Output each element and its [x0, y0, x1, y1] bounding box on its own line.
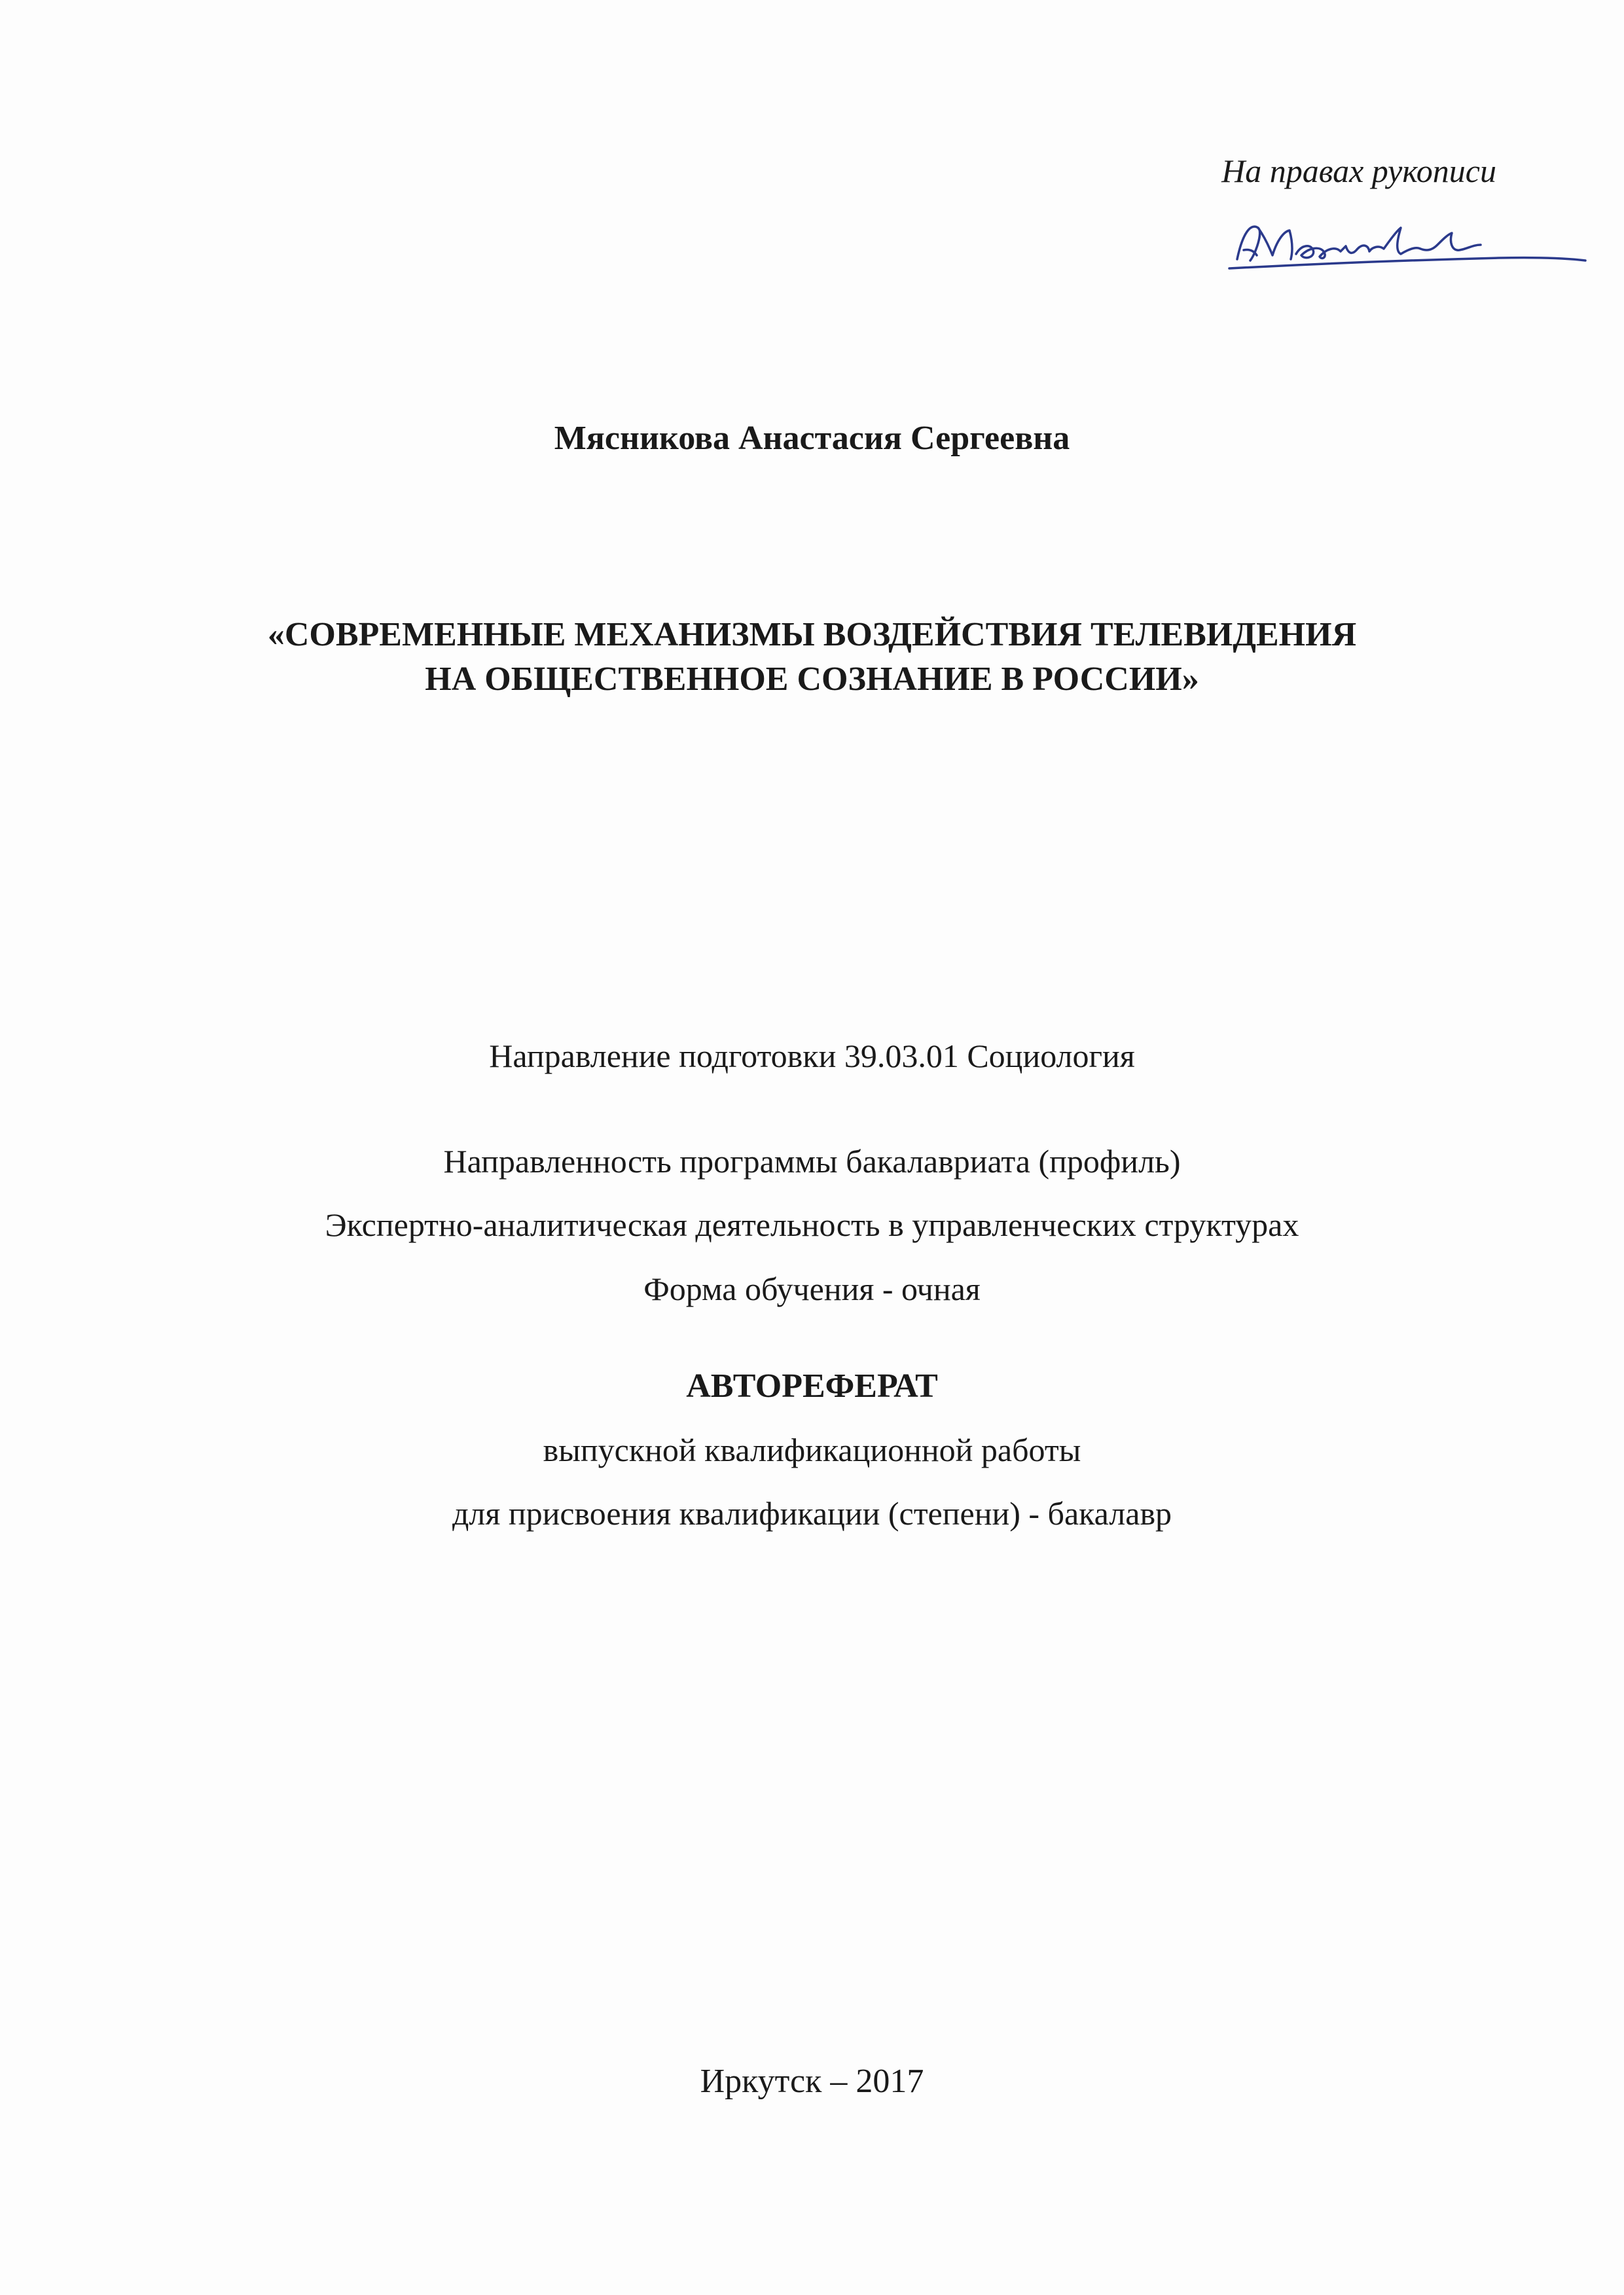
document-subtitle-1: выпускной квалификационной работы	[543, 1432, 1081, 1468]
city-year: Иркутск – 2017	[700, 2063, 924, 2100]
work-title-line-2: НА ОБЩЕСТВЕННОЕ СОЗНАНИЕ В РОССИИ»	[425, 660, 1199, 698]
program-name: Экспертно-аналитическая деятельность в управленческих структурах	[325, 1206, 1299, 1243]
document-subtitle-2: для присвоения квалификации (степени) - бакалавр	[452, 1495, 1172, 1532]
handwritten-signature	[1224, 208, 1591, 280]
author-name: Мясникова Анастасия Сергеевна	[554, 420, 1070, 457]
study-direction: Направление подготовки 39.03.01 Социология	[489, 1038, 1135, 1074]
program-focus: Направленность программы бакалавриата (профиль)	[443, 1143, 1181, 1180]
document-type: АВТОРЕФЕРАТ	[686, 1367, 938, 1405]
study-form: Форма обучения - очная	[643, 1271, 981, 1307]
work-title-line-1: «СОВРЕМЕННЫЕ МЕХАНИЗМЫ ВОЗДЕЙСТВИЯ ТЕЛЕВИДЕНИЯ	[267, 616, 1357, 653]
rights-note: На правах рукописи	[1221, 153, 1496, 189]
